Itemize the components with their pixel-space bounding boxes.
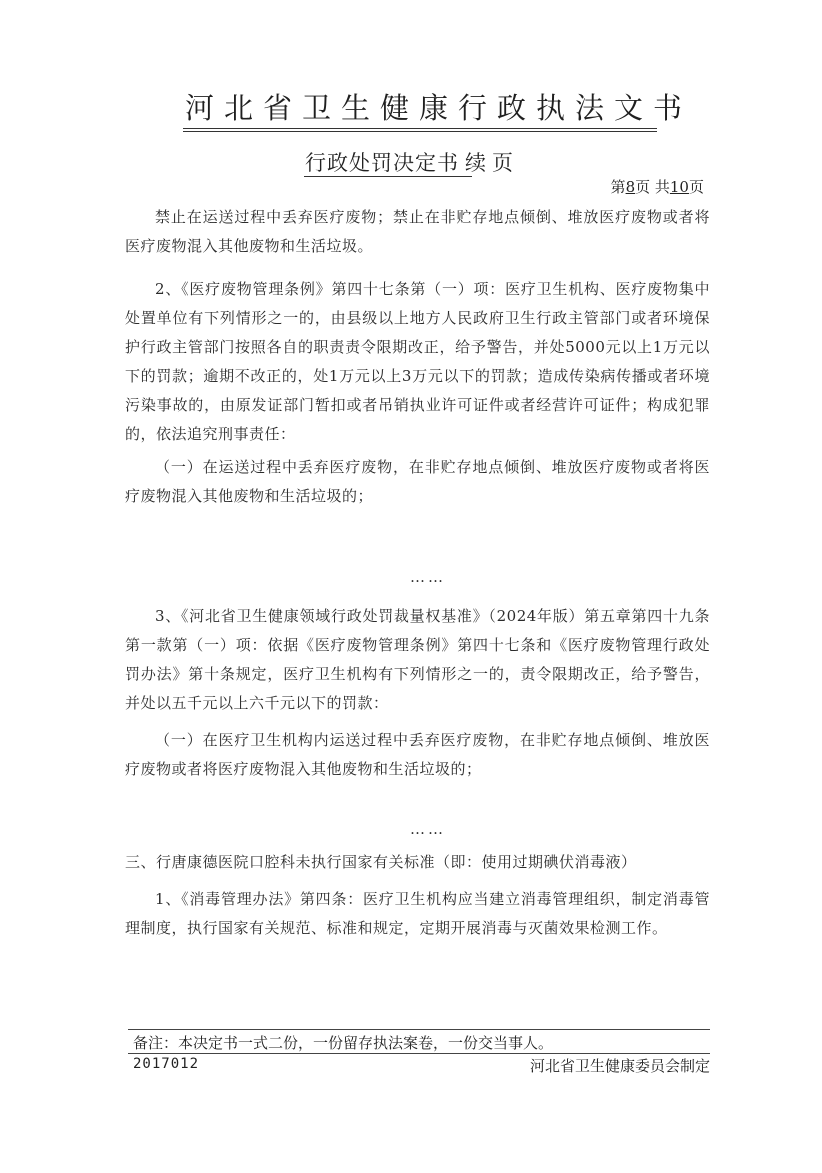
section-heading: 三、行唐康德医院口腔科未执行国家有关标准（即：使用过期碘伏消毒液） <box>125 853 637 871</box>
ellipsis: …… <box>410 568 446 586</box>
footer-note: 备注：本决定书一式二份，一份留存执法案卷，一份交当事人。 <box>133 1034 554 1052</box>
paragraph: 3、《河北省卫生健康领域行政处罚裁量权基准》（2024年版）第五章第四十九条第一款第（一）项：依据《医疗废物管理条例》第四十七条和《医疗废物管理行政处罚办法》第十条规定，医疗卫生机构有下列情形之一的，责令限期改正，给予警告，并处以五千元以上六千元以下的罚款： <box>125 607 710 712</box>
header-rule-double <box>183 131 657 132</box>
paragraph: （一）在医疗卫生机构内运送过程中丢弃医疗废物，在非贮存地点倾倒、堆放医疗废物或者将医疗废物混入其他废物和生活垃圾的； <box>125 731 710 778</box>
paragraph: 禁止在运送过程中丢弃医疗废物；禁止在非贮存地点倾倒、堆放医疗废物或者将医疗废物混入其他废物和生活垃圾。 <box>125 208 710 255</box>
body-block-2 <box>125 602 710 784</box>
header-rule <box>183 128 657 129</box>
subtitle-continuation: 续页 <box>465 151 519 175</box>
ellipsis: …… <box>410 820 446 838</box>
subtitle-underline <box>304 176 472 177</box>
paragraph: 1、《消毒管理办法》第四条：医疗卫生机构应当建立消毒管理组织，制定消毒管理制度，执行国家有关规范、标准和规定，定期开展消毒与灭菌效果检测工作。 <box>125 890 710 937</box>
page-current: 8 <box>625 178 636 196</box>
footer-rule-middle <box>128 1053 710 1054</box>
document-header-title: 河北省卫生健康行政执法文书 <box>185 91 693 125</box>
issuing-organization: 河北省卫生健康委员会制定 <box>529 1057 710 1075</box>
page-counter <box>611 176 704 197</box>
page-prefix: 第 <box>610 178 626 196</box>
page-total: 10 <box>669 178 689 196</box>
body-block-1 <box>125 203 710 511</box>
subtitle-main: 行政处罚决定书 <box>305 151 459 175</box>
paragraph: 2、《医疗废物管理条例》第四十七条第（一）项：医疗卫生机构、医疗废物集中处置单位有下列情形之一的，由县级以上地方人民政府卫生行政主管部门或者环境保护行政主管部门按照各自的职责责令限期改正，给予警告，并处5000元以上1万元以下的罚款；逾期不改正的，处1万元以上3万元以下的罚款；造成传染病传播或者环境污染事故的，由原发证部门暂扣或者吊销执业许可证件或者经营许可证件；构成犯罪的，依法追究刑事责任： <box>125 280 710 443</box>
paragraph: （一）在运送过程中丢弃医疗废物，在非贮存地点倾倒、堆放医疗废物或者将医疗废物混入其他废物和生活垃圾的； <box>125 458 710 505</box>
body-block-3 <box>125 848 710 943</box>
footer-rule-top <box>128 1029 710 1030</box>
page-middle: 页 共 <box>635 178 670 196</box>
form-code: 2017012 <box>133 1056 200 1072</box>
page-suffix: 页 <box>688 178 704 196</box>
document-subtitle <box>305 147 519 177</box>
